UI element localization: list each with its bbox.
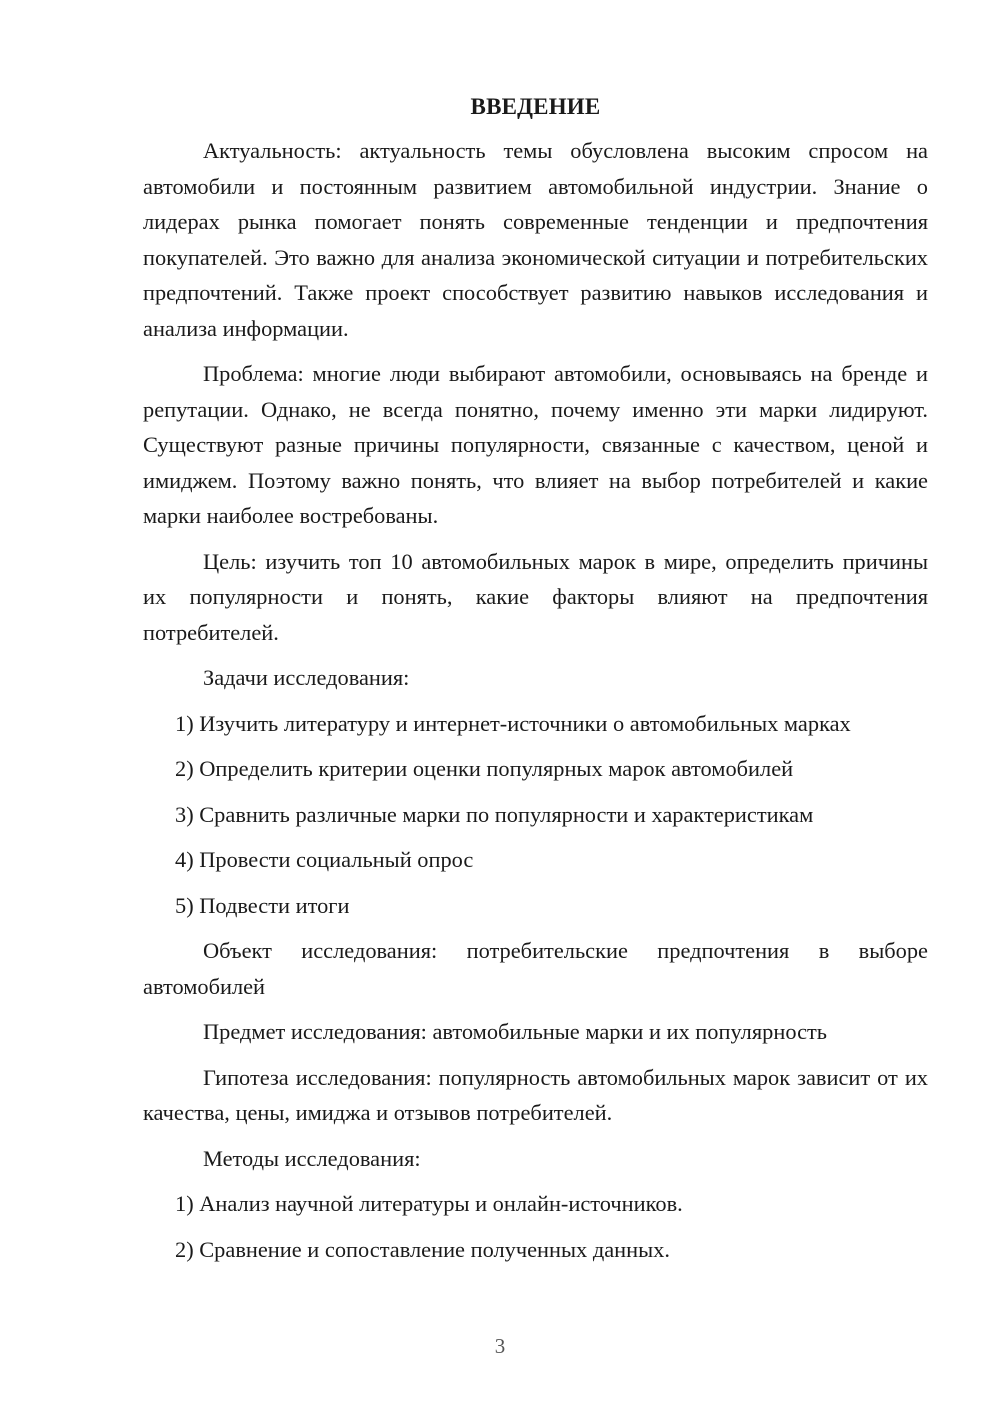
method-item: 2) Сравнение и сопоставление полученных данных. (175, 1236, 670, 1262)
task-item: 1) Изучить литературу и интернет-источники о автомобильных марках (175, 710, 851, 736)
task-item: 5) Подвести итоги (175, 892, 350, 918)
object-paragraph: Объект исследования: потребительские предпочтения в выборе автомобилей (143, 938, 928, 999)
hypothesis-paragraph: Гипотеза исследования: популярность автомобильных марок зависит от их качества, цены, имиджа и отзывов потребителей. (143, 1064, 928, 1125)
section-title: ВВЕДЕНИЕ (470, 94, 601, 119)
methods-heading: Методы исследования: (203, 1145, 421, 1171)
task-item: 2) Определить критерии оценки популярных марок автомобилей (175, 756, 794, 781)
page-number: 3 (494, 1334, 506, 1358)
problem-paragraph: Проблема: многие люди выбирают автомобили, основываясь на бренде и репутации. Однако, не всегда понятно, почему именно эти марки лидируют. Существуют разные причины популярности, связанные с качеством, ценой и имиджем. Поэтому важно понять, что влияет на выбор потребителей и какие марки наиболее востребованы. (143, 361, 928, 528)
tasks-heading: Задачи исследования: (203, 665, 410, 690)
method-item: 1) Анализ научной литературы и онлайн-источников. (175, 1191, 683, 1216)
relevance-paragraph: Актуальность: актуальность темы обусловлена высоким спросом на автомобили и постоянным развитием автомобильной индустрии. Знание о лидерах рынка помогает понять современные тенденции и предпочтения покупателей. Это важно для анализа экономической ситуации и потребительских предпочтений. Также проект способствует развитию навыков исследования и анализа информации. (143, 138, 928, 341)
subject-paragraph: Предмет исследования: автомобильные марки и их популярность (203, 1019, 828, 1044)
task-item: 4) Провести социальный опрос (175, 847, 474, 872)
task-item: 3) Сравнить различные марки по популярности и характеристикам (175, 801, 814, 827)
page-content (143, 94, 928, 1267)
goal-paragraph: Цель: изучить топ 10 автомобильных марок в мире, определить причины их популярности и понять, какие факторы влияют на предпочтения потребителей. (143, 548, 928, 645)
